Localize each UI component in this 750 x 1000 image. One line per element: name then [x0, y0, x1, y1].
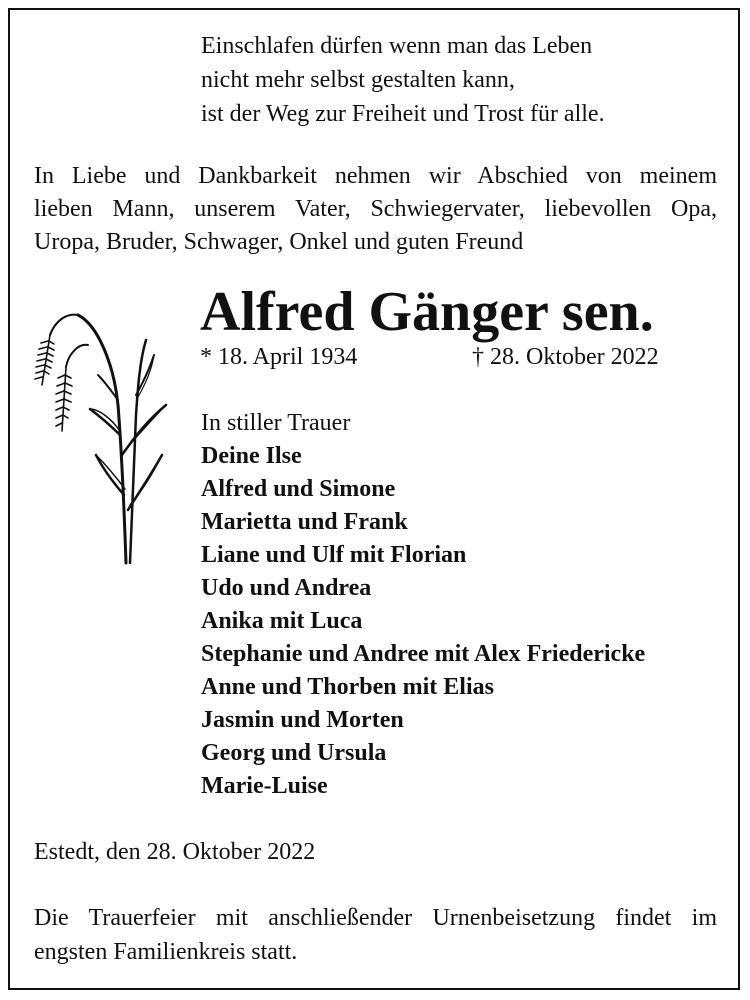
mourner-name: Stephanie und Andree mit Alex Friedericke [201, 641, 646, 667]
mourner-name: Deine Ilse [201, 443, 302, 469]
poem-line: ist der Weg zur Freiheit und Trost für alle. [201, 101, 605, 127]
poem [201, 29, 605, 131]
intro-text [34, 160, 717, 259]
mourner-name: Anika mit Luca [201, 608, 363, 634]
mourners-list [201, 407, 645, 803]
mourners-heading: In stiller Trauer [201, 410, 351, 436]
intro-line: Uropa, Bruder, Schwager, Onkel und guten Freund [34, 229, 524, 255]
deceased-name: Alfred Gänger sen. [200, 281, 654, 343]
mourner-name: Marie-Luise [201, 773, 328, 799]
mourner-name: Georg und Ursula [201, 740, 387, 766]
notice-line: engsten Familienkreis statt. [34, 939, 298, 965]
poem-line: Einschlafen dürfen wenn man das Leben [201, 33, 593, 59]
intro-line: lieben Mann, unserem Vater, Schwiegervater, liebevollen Opa, [34, 196, 717, 222]
intro-line: In Liebe und Dankbarkeit nehmen wir Abschied von meinem [34, 163, 717, 189]
mourner-name: Liane und Ulf mit Florian [201, 542, 467, 568]
mourner-name: Udo und Andrea [201, 575, 372, 601]
poem-line: nicht mehr selbst gestalten kann, [201, 67, 515, 93]
place-date: Estedt, den 28. Oktober 2022 [34, 839, 316, 865]
mourner-name: Jasmin und Morten [201, 707, 404, 733]
mourner-name: Marietta und Frank [201, 509, 408, 535]
notice-line: Die Trauerfeier mit anschließender Urnenbeisetzung findet im [34, 905, 717, 931]
mourner-name: Alfred und Simone [201, 476, 396, 502]
birth-date: * 18. April 1934 [200, 344, 358, 370]
mourner-name: Anne und Thorben mit Elias [201, 674, 494, 700]
wheat-grass-icon [28, 305, 178, 570]
death-date: † 28. Oktober 2022 [472, 344, 659, 370]
funeral-notice [34, 901, 717, 969]
